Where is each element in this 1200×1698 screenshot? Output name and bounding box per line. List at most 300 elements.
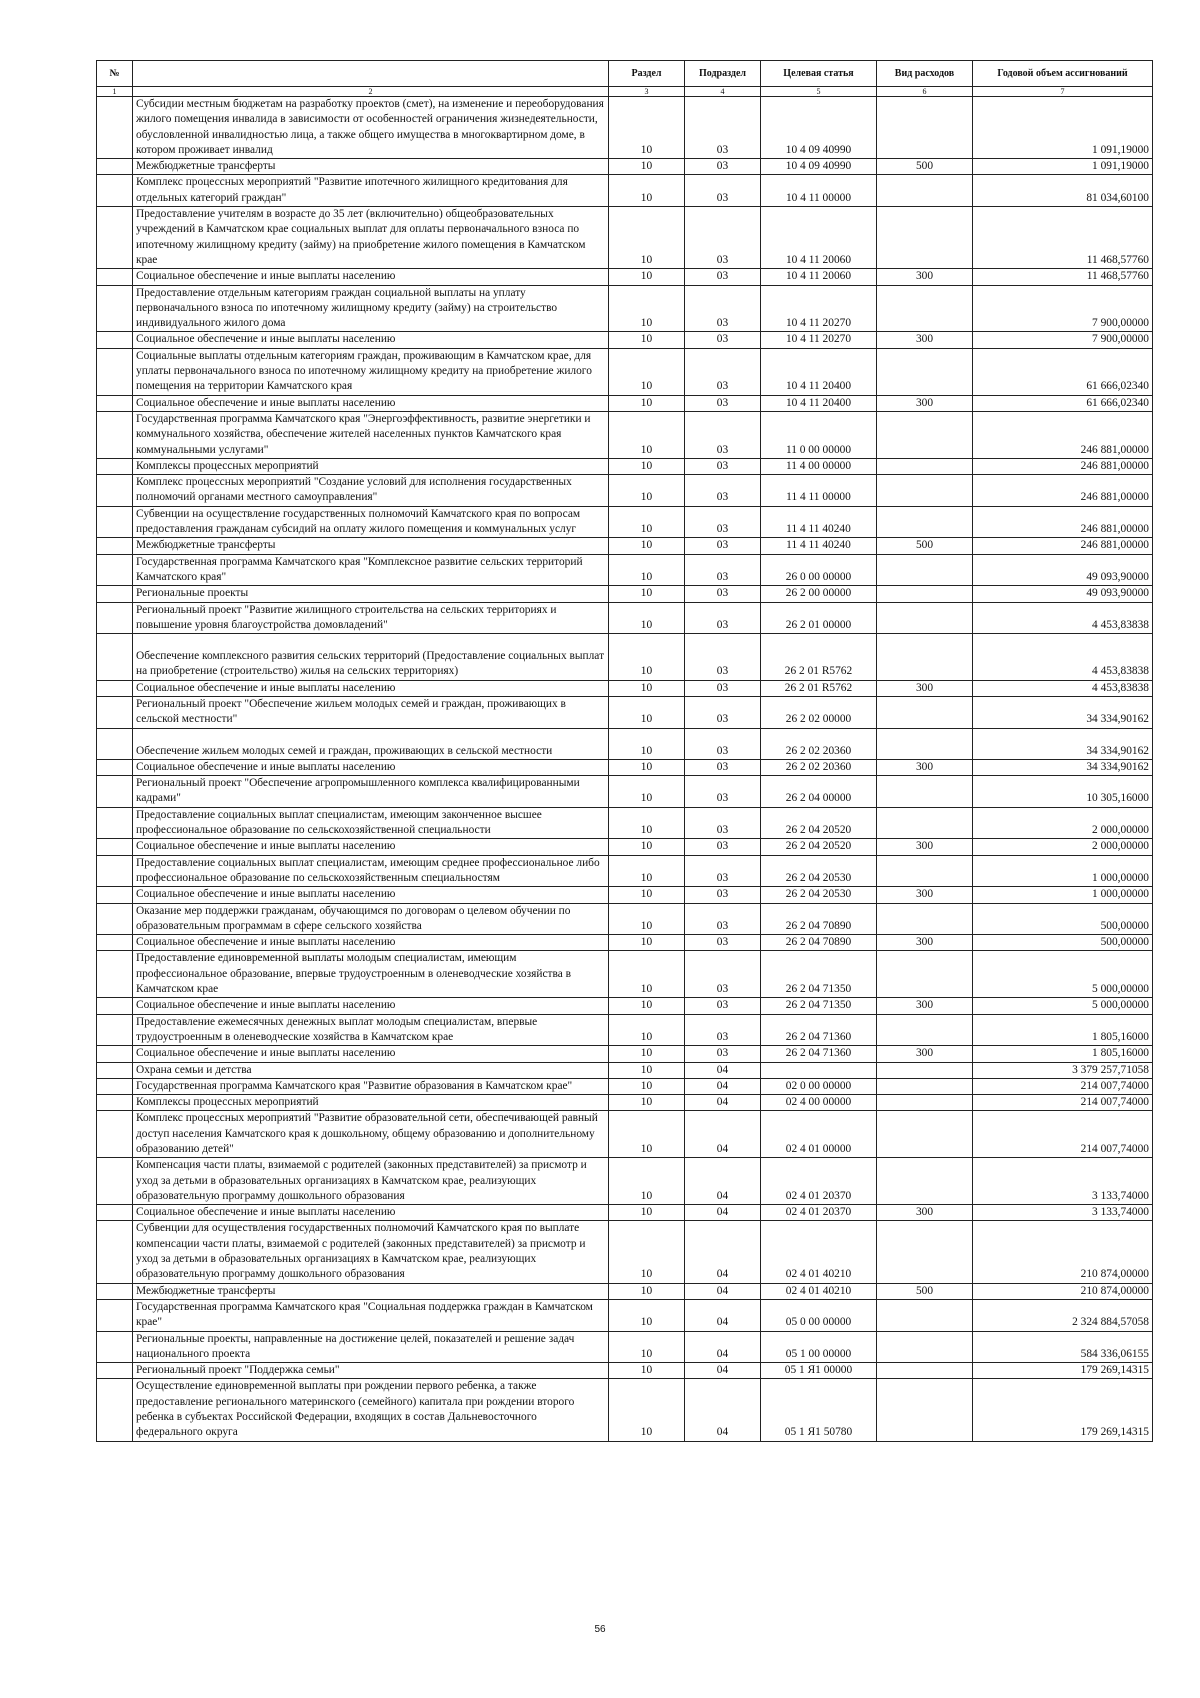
- row-amount: 4 453,83838: [973, 680, 1153, 696]
- row-podrazdel: 04: [685, 1095, 761, 1111]
- row-target: 26 0 00 00000: [761, 554, 877, 586]
- row-name: Субвенции на осуществление государственных полномочий Камчатского края по вопросам предоставления гражданам субсидий на оплату жилого помещения и коммунальных услуг: [133, 506, 609, 538]
- row-name: Государственная программа Камчатского края "Энергоэффективность, развитие энергетики и коммунального хозяйства, обеспечение жителей населенных пунктов Камчатского края коммунальными услугами": [133, 411, 609, 458]
- row-razdel: 10: [609, 728, 685, 759]
- row-razdel: 10: [609, 1078, 685, 1094]
- table-row: [97, 1078, 1153, 1094]
- row-podrazdel: 03: [685, 348, 761, 395]
- table-row: [97, 1062, 1153, 1078]
- row-number: [97, 1205, 133, 1221]
- row-target: 02 0 00 00000: [761, 1078, 877, 1094]
- table-row: [97, 411, 1153, 458]
- row-razdel: 10: [609, 855, 685, 887]
- row-number: [97, 586, 133, 602]
- row-amount: 246 881,00000: [973, 411, 1153, 458]
- row-amount: 500,00000: [973, 935, 1153, 951]
- row-vid: 300: [877, 998, 973, 1014]
- table-row: [97, 935, 1153, 951]
- row-amount: 49 093,90000: [973, 554, 1153, 586]
- budget-table-sheet: [96, 60, 1152, 1442]
- row-number: [97, 1046, 133, 1062]
- row-name: Социальное обеспечение и иные выплаты населению: [133, 887, 609, 903]
- row-amount: 2 000,00000: [973, 807, 1153, 839]
- row-target: 10 4 11 20270: [761, 285, 877, 332]
- table-row: [97, 1046, 1153, 1062]
- row-amount: 4 453,83838: [973, 602, 1153, 634]
- row-target: 10 4 11 20270: [761, 332, 877, 348]
- row-podrazdel: 04: [685, 1363, 761, 1379]
- row-podrazdel: 03: [685, 680, 761, 696]
- row-name: Социальные выплаты отдельным категориям граждан, проживающим в Камчатском крае, для уплаты первоначального взноса по ипотечному жилищному кредиту на приобретение жилого помещения на территории Камчатского края: [133, 348, 609, 395]
- row-target: 26 2 02 20360: [761, 728, 877, 759]
- col-header-vid: Вид расходов: [877, 61, 973, 87]
- row-vid: [877, 903, 973, 935]
- row-amount: 3 133,74000: [973, 1158, 1153, 1205]
- row-vid: [877, 776, 973, 808]
- table-row: [97, 1111, 1153, 1158]
- row-vid: [877, 348, 973, 395]
- row-target: 26 2 02 20360: [761, 759, 877, 775]
- row-razdel: 10: [609, 1095, 685, 1111]
- row-amount: 7 900,00000: [973, 332, 1153, 348]
- row-name: Социальное обеспечение и иные выплаты населению: [133, 395, 609, 411]
- col-header-target: Целевая статья: [761, 61, 877, 87]
- table-row: [97, 602, 1153, 634]
- row-name: Комплекс процессных мероприятий "Развитие ипотечного жилищного кредитования для отдельных категорий граждан": [133, 175, 609, 207]
- row-podrazdel: 03: [685, 332, 761, 348]
- table-row: [97, 159, 1153, 175]
- table-row: [97, 1221, 1153, 1283]
- row-number: [97, 538, 133, 554]
- row-vid: 500: [877, 1283, 973, 1299]
- table-header-row: [97, 61, 1153, 87]
- row-vid: [877, 97, 973, 159]
- row-vid: [877, 175, 973, 207]
- row-razdel: 10: [609, 935, 685, 951]
- row-vid: 300: [877, 680, 973, 696]
- row-amount: 210 874,00000: [973, 1283, 1153, 1299]
- row-razdel: 10: [609, 776, 685, 808]
- row-vid: [877, 696, 973, 728]
- row-razdel: 10: [609, 951, 685, 998]
- row-target: 26 2 04 20520: [761, 839, 877, 855]
- table-row: [97, 1205, 1153, 1221]
- row-podrazdel: 03: [685, 458, 761, 474]
- row-amount: 210 874,00000: [973, 1221, 1153, 1283]
- row-name: Оказание мер поддержки гражданам, обучающимся по договорам о целевом обучении по образовательным программам в сфере сельского хозяйства: [133, 903, 609, 935]
- row-name: Региональный проект "Обеспечение жильем молодых семей и граждан, проживающих в сельской местности": [133, 696, 609, 728]
- row-amount: 246 881,00000: [973, 458, 1153, 474]
- col-header-razdel: Раздел: [609, 61, 685, 87]
- row-podrazdel: 03: [685, 887, 761, 903]
- row-razdel: 10: [609, 411, 685, 458]
- row-number: [97, 506, 133, 538]
- col-header-podrazdel: Подраздел: [685, 61, 761, 87]
- row-name: Социальное обеспечение и иные выплаты населению: [133, 839, 609, 855]
- table-row: [97, 332, 1153, 348]
- row-podrazdel: 03: [685, 634, 761, 681]
- row-target: 26 2 04 00000: [761, 776, 877, 808]
- row-amount: 246 881,00000: [973, 538, 1153, 554]
- row-amount: 61 666,02340: [973, 395, 1153, 411]
- table-row: [97, 348, 1153, 395]
- row-name: Комплексы процессных мероприятий: [133, 458, 609, 474]
- row-vid: [877, 475, 973, 507]
- row-vid: [877, 285, 973, 332]
- row-amount: 1 091,19000: [973, 97, 1153, 159]
- row-vid: 300: [877, 1046, 973, 1062]
- row-number: [97, 285, 133, 332]
- row-amount: 34 334,90162: [973, 696, 1153, 728]
- table-row: [97, 903, 1153, 935]
- table-row: [97, 97, 1153, 159]
- row-vid: 300: [877, 332, 973, 348]
- row-name: Компенсация части платы, взимаемой с родителей (законных представителей) за присмотр и уход за детьми в образовательных организациях в Камчатском крае, реализующих образовательную программу дошкольного образования: [133, 1158, 609, 1205]
- row-vid: [877, 602, 973, 634]
- row-number: [97, 935, 133, 951]
- row-podrazdel: 04: [685, 1078, 761, 1094]
- row-amount: 1 805,16000: [973, 1046, 1153, 1062]
- row-name: Предоставление учителям в возрасте до 35 лет (включительно) общеобразовательных учреждений в Камчатском крае социальных выплат для оплаты первоначального взноса по ипотечному жилищному кредиту (займу) на приобретение жилого помещения в Камчатском крае: [133, 207, 609, 269]
- row-target: 26 2 04 20520: [761, 807, 877, 839]
- row-vid: [877, 458, 973, 474]
- row-razdel: 10: [609, 680, 685, 696]
- col-number: 7: [973, 87, 1153, 97]
- row-razdel: 10: [609, 1014, 685, 1046]
- table-row: [97, 285, 1153, 332]
- row-vid: [877, 207, 973, 269]
- row-amount: 1 805,16000: [973, 1014, 1153, 1046]
- row-vid: [877, 1221, 973, 1283]
- row-target: 10 4 11 20060: [761, 207, 877, 269]
- row-name: Региональный проект "Поддержка семьи": [133, 1363, 609, 1379]
- row-number: [97, 1363, 133, 1379]
- row-amount: 34 334,90162: [973, 728, 1153, 759]
- col-header-amount: Годовой объем ассигнований: [973, 61, 1153, 87]
- row-razdel: 10: [609, 269, 685, 285]
- row-podrazdel: 03: [685, 998, 761, 1014]
- row-vid: 300: [877, 395, 973, 411]
- row-target: 26 2 02 00000: [761, 696, 877, 728]
- row-number: [97, 903, 133, 935]
- table-row: [97, 506, 1153, 538]
- row-target: 05 1 Я1 00000: [761, 1363, 877, 1379]
- row-razdel: 10: [609, 506, 685, 538]
- row-razdel: 10: [609, 903, 685, 935]
- row-podrazdel: 04: [685, 1299, 761, 1331]
- row-number: [97, 395, 133, 411]
- row-podrazdel: 03: [685, 269, 761, 285]
- row-podrazdel: 03: [685, 903, 761, 935]
- row-vid: [877, 951, 973, 998]
- row-podrazdel: 03: [685, 159, 761, 175]
- row-name: Обеспечение жильем молодых семей и граждан, проживающих в сельской местности: [133, 728, 609, 759]
- row-number: [97, 269, 133, 285]
- row-amount: 214 007,74000: [973, 1078, 1153, 1094]
- row-vid: [877, 1363, 973, 1379]
- row-amount: 500,00000: [973, 903, 1153, 935]
- column-number-row: [97, 87, 1153, 97]
- row-vid: [877, 1078, 973, 1094]
- row-target: 02 4 01 20370: [761, 1158, 877, 1205]
- row-razdel: 10: [609, 602, 685, 634]
- row-podrazdel: 03: [685, 285, 761, 332]
- row-name: Обеспечение комплексного развития сельских территорий (Предоставление социальных выплат на приобретение (строительство) жилья на сельских территориях): [133, 634, 609, 681]
- row-number: [97, 332, 133, 348]
- row-razdel: 10: [609, 1363, 685, 1379]
- row-amount: 7 900,00000: [973, 285, 1153, 332]
- table-row: [97, 759, 1153, 775]
- row-vid: [877, 728, 973, 759]
- row-amount: 1 000,00000: [973, 887, 1153, 903]
- row-number: [97, 807, 133, 839]
- row-vid: [877, 1331, 973, 1363]
- row-number: [97, 728, 133, 759]
- row-target: 26 2 04 20530: [761, 855, 877, 887]
- table-row: [97, 696, 1153, 728]
- budget-table: [96, 60, 1153, 1442]
- row-number: [97, 475, 133, 507]
- row-number: [97, 696, 133, 728]
- table-row: [97, 1363, 1153, 1379]
- row-target: 26 2 01 00000: [761, 602, 877, 634]
- row-number: [97, 1331, 133, 1363]
- row-target: 02 4 01 40210: [761, 1283, 877, 1299]
- row-target: 10 4 11 20400: [761, 348, 877, 395]
- row-razdel: 10: [609, 759, 685, 775]
- row-vid: 300: [877, 887, 973, 903]
- table-row: [97, 475, 1153, 507]
- row-target: 10 4 11 00000: [761, 175, 877, 207]
- row-razdel: 10: [609, 1111, 685, 1158]
- row-podrazdel: 03: [685, 696, 761, 728]
- row-name: Региональный проект "Развитие жилищного строительства на сельских территориях и повышение уровня благоустройства домовладений": [133, 602, 609, 634]
- col-number: 4: [685, 87, 761, 97]
- row-razdel: 10: [609, 586, 685, 602]
- row-amount: 49 093,90000: [973, 586, 1153, 602]
- row-target: 11 0 00 00000: [761, 411, 877, 458]
- row-podrazdel: 03: [685, 855, 761, 887]
- row-name: Региональные проекты, направленные на достижение целей, показателей и решение задач национального проекта: [133, 1331, 609, 1363]
- table-row: [97, 538, 1153, 554]
- row-razdel: 10: [609, 1299, 685, 1331]
- row-podrazdel: 03: [685, 175, 761, 207]
- table-row: [97, 586, 1153, 602]
- row-razdel: 10: [609, 207, 685, 269]
- row-razdel: 10: [609, 538, 685, 554]
- row-amount: 3 379 257,71058: [973, 1062, 1153, 1078]
- row-name: Социальное обеспечение и иные выплаты населению: [133, 1046, 609, 1062]
- row-target: 05 0 00 00000: [761, 1299, 877, 1331]
- row-podrazdel: 04: [685, 1283, 761, 1299]
- row-number: [97, 554, 133, 586]
- row-razdel: 10: [609, 1062, 685, 1078]
- row-target: 05 1 00 00000: [761, 1331, 877, 1363]
- row-podrazdel: 03: [685, 759, 761, 775]
- table-row: [97, 839, 1153, 855]
- row-vid: 500: [877, 159, 973, 175]
- row-number: [97, 1299, 133, 1331]
- table-body: [97, 97, 1153, 1442]
- row-razdel: 10: [609, 998, 685, 1014]
- row-amount: 11 468,57760: [973, 269, 1153, 285]
- row-name: Социальное обеспечение и иные выплаты населению: [133, 332, 609, 348]
- row-amount: 34 334,90162: [973, 759, 1153, 775]
- row-razdel: 10: [609, 696, 685, 728]
- row-name: Региональные проекты: [133, 586, 609, 602]
- row-target: 05 1 Я1 50780: [761, 1379, 877, 1441]
- row-target: 26 2 04 71350: [761, 998, 877, 1014]
- col-number: 1: [97, 87, 133, 97]
- row-podrazdel: 04: [685, 1062, 761, 1078]
- table-row: [97, 1014, 1153, 1046]
- row-number: [97, 207, 133, 269]
- col-number: 6: [877, 87, 973, 97]
- row-number: [97, 411, 133, 458]
- row-number: [97, 175, 133, 207]
- row-amount: 179 269,14315: [973, 1363, 1153, 1379]
- row-podrazdel: 03: [685, 554, 761, 586]
- row-vid: [877, 554, 973, 586]
- row-podrazdel: 04: [685, 1331, 761, 1363]
- row-name: Предоставление социальных выплат специалистам, имеющим среднее профессиональное либо профессиональное образование по сельскохозяйственным специальностям: [133, 855, 609, 887]
- row-vid: [877, 1379, 973, 1441]
- table-row: [97, 458, 1153, 474]
- row-amount: 5 000,00000: [973, 998, 1153, 1014]
- row-vid: [877, 634, 973, 681]
- row-vid: [877, 1299, 973, 1331]
- row-target: 10 4 09 40990: [761, 159, 877, 175]
- row-amount: 214 007,74000: [973, 1095, 1153, 1111]
- row-podrazdel: 03: [685, 586, 761, 602]
- row-razdel: 10: [609, 159, 685, 175]
- row-podrazdel: 03: [685, 538, 761, 554]
- row-amount: 1 091,19000: [973, 159, 1153, 175]
- row-name: Социальное обеспечение и иные выплаты населению: [133, 680, 609, 696]
- row-number: [97, 1379, 133, 1441]
- row-podrazdel: 03: [685, 506, 761, 538]
- row-number: [97, 776, 133, 808]
- table-row: [97, 269, 1153, 285]
- row-razdel: 10: [609, 1046, 685, 1062]
- table-row: [97, 1283, 1153, 1299]
- row-name: Региональный проект "Обеспечение агропромышленного комплекса квалифицированными кадрами": [133, 776, 609, 808]
- row-target: 10 4 11 20400: [761, 395, 877, 411]
- row-name: Государственная программа Камчатского края "Развитие образования в Камчатском крае": [133, 1078, 609, 1094]
- row-number: [97, 1095, 133, 1111]
- row-number: [97, 951, 133, 998]
- table-row: [97, 1379, 1153, 1441]
- page-number: 56: [594, 1624, 606, 1635]
- row-target: 26 2 04 20530: [761, 887, 877, 903]
- table-row: [97, 1158, 1153, 1205]
- row-razdel: 10: [609, 807, 685, 839]
- row-razdel: 10: [609, 1283, 685, 1299]
- row-razdel: 10: [609, 175, 685, 207]
- row-vid: [877, 1111, 973, 1158]
- row-amount: 2 324 884,57058: [973, 1299, 1153, 1331]
- row-razdel: 10: [609, 1331, 685, 1363]
- row-podrazdel: 03: [685, 807, 761, 839]
- row-podrazdel: 03: [685, 776, 761, 808]
- row-name: Предоставление отдельным категориям граждан социальной выплаты на уплату первоначального взноса по ипотечному жилищному кредиту (займу) на строительство индивидуального жилого дома: [133, 285, 609, 332]
- row-podrazdel: 03: [685, 475, 761, 507]
- row-number: [97, 602, 133, 634]
- row-number: [97, 839, 133, 855]
- row-target: 26 2 00 00000: [761, 586, 877, 602]
- row-vid: [877, 586, 973, 602]
- row-podrazdel: 03: [685, 97, 761, 159]
- row-target: 02 4 01 20370: [761, 1205, 877, 1221]
- row-target: 11 4 11 40240: [761, 506, 877, 538]
- row-vid: [877, 855, 973, 887]
- row-number: [97, 1078, 133, 1094]
- row-number: [97, 1014, 133, 1046]
- row-vid: [877, 1062, 973, 1078]
- row-amount: 61 666,02340: [973, 348, 1153, 395]
- row-vid: 500: [877, 538, 973, 554]
- row-amount: 81 034,60100: [973, 175, 1153, 207]
- row-number: [97, 348, 133, 395]
- col-number: 3: [609, 87, 685, 97]
- row-amount: 246 881,00000: [973, 506, 1153, 538]
- col-header-no: №: [97, 61, 133, 87]
- row-vid: 300: [877, 839, 973, 855]
- row-vid: 300: [877, 269, 973, 285]
- table-row: [97, 554, 1153, 586]
- row-number: [97, 680, 133, 696]
- row-razdel: 10: [609, 887, 685, 903]
- row-target: 26 2 04 71360: [761, 1046, 877, 1062]
- row-podrazdel: 03: [685, 602, 761, 634]
- row-razdel: 10: [609, 332, 685, 348]
- row-name: Комплекс процессных мероприятий "Развитие образовательной сети, обеспечивающей равный доступ населения Камчатского края к дошкольному, общему образованию и дополнительному образованию детей": [133, 1111, 609, 1158]
- row-vid: 300: [877, 935, 973, 951]
- row-amount: 3 133,74000: [973, 1205, 1153, 1221]
- table-row: [97, 1331, 1153, 1363]
- col-number: 2: [133, 87, 609, 97]
- row-podrazdel: 04: [685, 1158, 761, 1205]
- row-target: 26 2 04 71350: [761, 951, 877, 998]
- row-target: 26 2 04 70890: [761, 903, 877, 935]
- table-row: [97, 728, 1153, 759]
- row-razdel: 10: [609, 395, 685, 411]
- row-amount: 10 305,16000: [973, 776, 1153, 808]
- row-name: Комплекс процессных мероприятий "Создание условий для исполнения государственных полномочий органами местного самоуправления": [133, 475, 609, 507]
- table-row: [97, 207, 1153, 269]
- row-number: [97, 855, 133, 887]
- row-podrazdel: 03: [685, 839, 761, 855]
- row-name: Социальное обеспечение и иные выплаты населению: [133, 998, 609, 1014]
- row-amount: 584 336,06155: [973, 1331, 1153, 1363]
- table-row: [97, 776, 1153, 808]
- row-name: Субсидии местным бюджетам на разработку проектов (смет), на изменение и переоборудования жилого помещения инвалида в зависимости от особенностей ограничения жизнедеятельности, обусловленной инвалидностью лица, а также общего имущества в многоквартирном доме, в котором проживает инвалид: [133, 97, 609, 159]
- row-razdel: 10: [609, 1158, 685, 1205]
- row-razdel: 10: [609, 554, 685, 586]
- row-target: 11 4 00 00000: [761, 458, 877, 474]
- row-target: 26 2 01 R5762: [761, 680, 877, 696]
- row-name: Предоставление социальных выплат специалистам, имеющим законченное высшее профессиональное образование по сельскохозяйственной специальности: [133, 807, 609, 839]
- row-podrazdel: 03: [685, 207, 761, 269]
- row-podrazdel: 03: [685, 395, 761, 411]
- row-podrazdel: 03: [685, 951, 761, 998]
- row-number: [97, 887, 133, 903]
- row-vid: 300: [877, 1205, 973, 1221]
- row-target: 26 2 04 71360: [761, 1014, 877, 1046]
- row-razdel: 10: [609, 634, 685, 681]
- row-vid: 300: [877, 759, 973, 775]
- row-podrazdel: 04: [685, 1111, 761, 1158]
